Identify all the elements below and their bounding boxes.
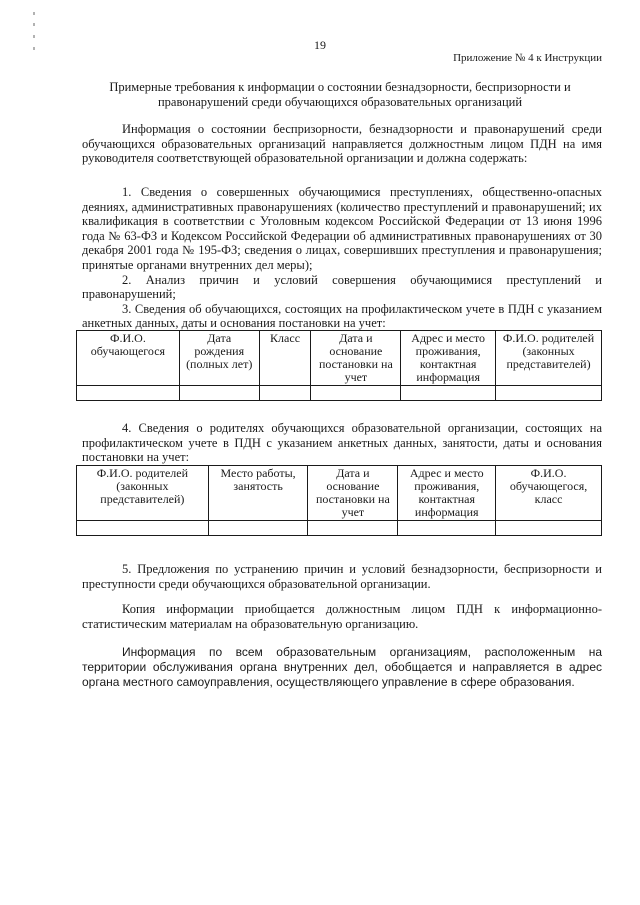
table-cell (308, 521, 398, 536)
list-item-5: 5. Предложения по устранению причин и условий безнадзорности, беспризорности и преступности среди обучающихся образовательной организации. (82, 562, 602, 591)
copy-note: Копия информации приобщается должностным лицом ПДН к информационно-статистическим материалам на образовательную организацию. (82, 602, 602, 631)
appendix-label: Приложение № 4 к Инструкции (453, 52, 602, 64)
column-header: Место работы, занятость (208, 466, 308, 521)
final-note: Информация по всем образовательным организациям, расположенным на территории обслуживания органа внутренних дел, обобщается и направляется в адрес органа местного самоуправления, осуществляющего управление в сфере образования. (82, 645, 602, 689)
column-header: Ф.И.О. родителей (законных представителей) (496, 331, 602, 386)
table-cell (311, 386, 401, 401)
column-header: Дата и основание постановки на учет (311, 331, 401, 386)
table-cell (77, 521, 209, 536)
table-cell (77, 386, 180, 401)
column-header: Дата и основание постановки на учет (308, 466, 398, 521)
list-item-4 (82, 421, 602, 465)
column-header: Класс (259, 331, 311, 386)
table-header-row (77, 331, 602, 386)
table-header-row (77, 466, 602, 521)
table-cell (496, 521, 602, 536)
column-header: Ф.И.О. обучающегося, класс (496, 466, 602, 521)
page-number: 19 (314, 38, 326, 52)
column-header: Адрес и место проживания, контактная информация (398, 466, 496, 521)
list-item-2: 2. Анализ причин и условий совершения обучающимися преступлений и правонарушений; (82, 272, 602, 302)
table-cell (398, 521, 496, 536)
intro-paragraph: Информация о состоянии беспризорности, безнадзорности и правонарушений среди обучающихся образовательных организаций направляется должностным лицом ПДН на имя руководителя соответствующей образовательной организации и должна содержать: (82, 122, 602, 166)
column-header: Дата рождения (полных лет) (179, 331, 259, 386)
requirements-list (82, 185, 602, 331)
column-header: Ф.И.О. родителей (законных представителей) (77, 466, 209, 521)
table-row (77, 521, 602, 536)
table-cell (208, 521, 308, 536)
list-item-4-text: 4. Сведения о родителях обучающихся образовательной организации, состоящих на профилактическом учете в ПДН с указанием анкетных данных, занятости, даты и основания постановки на учет: (82, 421, 602, 465)
table-row (77, 386, 602, 401)
column-header: Ф.И.О. обучающегося (77, 331, 180, 386)
students-table (76, 330, 602, 401)
list-item-3: 3. Сведения об обучающихся, состоящих на профилактическом учете в ПДН с указанием анкетных данных, даты и основания постановки на учет: (82, 301, 602, 331)
list-item-1: 1. Сведения о совершенных обучающимися преступлениях, общественно-опасных деяниях, административных правонарушениях (количество преступлений и правонарушений; их квалификация в соответствии с Уголовным кодексом Российской Федерации от 13 июня 1996 года № 63-ФЗ и Кодексом Российской Федерации об административных правонарушениях от 30 декабря 2001 года № 195-ФЗ; сведения о лицах, совершивших преступления и правонарушения; принятые органами внутренних дел меры); (82, 185, 602, 272)
column-header: Адрес и место проживания, контактная информация (401, 331, 496, 386)
table-cell (401, 386, 496, 401)
table-cell (259, 386, 311, 401)
document-title: Примерные требования к информации о состоянии безнадзорности, беспризорности и правонарушений среди обучающихся образовательных организаций (109, 80, 571, 109)
table-cell (179, 386, 259, 401)
parents-table (76, 465, 602, 536)
table-cell (496, 386, 602, 401)
